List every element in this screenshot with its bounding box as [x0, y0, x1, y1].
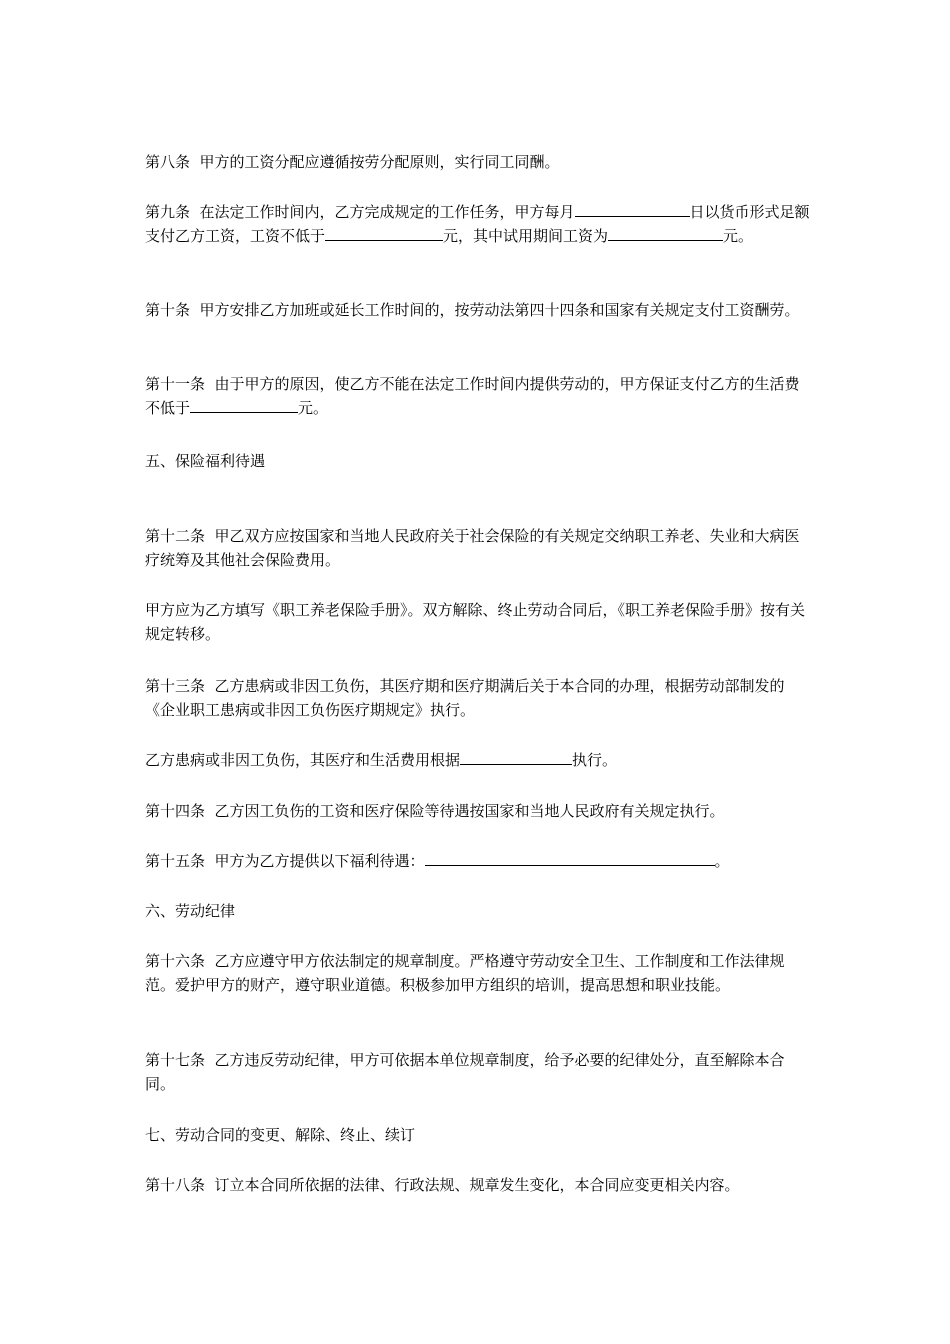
paragraph-text: 第十五条 甲方为乙方提供以下福利待遇： — [145, 852, 425, 870]
paragraph-text: 第十条 甲方安排乙方加班或延长工作时间的，按劳动法第四十四条和国家有关规定支付工资酬劳。 — [145, 301, 800, 319]
fill-in-blank[interactable] — [425, 849, 715, 866]
paragraph-text: 元。 — [723, 227, 754, 245]
paragraph-text: 第九条 在法定工作时间内，乙方完成规定的工作任务，甲方每月 — [145, 203, 575, 221]
fill-in-blank[interactable] — [460, 748, 572, 765]
paragraph-text: 元。 — [298, 399, 329, 417]
section-heading-discipline — [145, 899, 810, 923]
fill-in-blank[interactable] — [325, 224, 443, 241]
section-heading-insurance — [145, 449, 810, 473]
paragraph-article-11 — [145, 372, 810, 420]
paragraph-article-16 — [145, 949, 810, 997]
paragraph-text: 第十六条 乙方应遵守甲方依法制定的规章制度。严格遵守劳动安全卫生、工作制度和工作法律规范。爱护甲方的财产，遵守职业道德。积极参加甲方组织的培训，提高思想和职业技能。 — [145, 952, 785, 994]
paragraph-sick-cost — [145, 748, 810, 772]
paragraph-article-12 — [145, 524, 810, 572]
section-heading-contract-change — [145, 1123, 810, 1147]
fill-in-blank[interactable] — [608, 224, 698, 241]
paragraph-article-14 — [145, 799, 810, 823]
paragraph-article-17 — [145, 1048, 810, 1096]
paragraph-article-9 — [145, 200, 810, 248]
paragraph-pension-manual — [145, 598, 810, 646]
paragraph-text: 第十一条 由于甲方的原因，使乙方不能在法定工作时间内提供劳动的，甲方保证支付乙方的生活费不低于 — [145, 375, 800, 417]
paragraph-text: 第十八条 订立本合同所依据的法律、行政法规、规章发生变化，本合同应变更相关内容。 — [145, 1176, 740, 1194]
paragraph-text: 第十七条 乙方违反劳动纪律，甲方可依据本单位规章制度，给予必要的纪律处分，直至解除本合同。 — [145, 1051, 785, 1093]
fill-in-blank[interactable] — [575, 200, 690, 217]
paragraph-text: 第十二条 甲乙双方应按国家和当地人民政府关于社会保险的有关规定交纳职工养老、失业和大病医疗统筹及其他社会保险费用。 — [145, 527, 800, 569]
paragraph-article-13 — [145, 674, 810, 722]
fill-in-blank[interactable] — [698, 224, 723, 241]
paragraph-text: 元，其中试用期间工资为 — [443, 227, 609, 245]
paragraph-text: 执行。 — [572, 751, 618, 769]
paragraph-article-10 — [145, 298, 810, 322]
paragraph-article-15 — [145, 849, 810, 873]
paragraph-text: 第十四条 乙方因工负伤的工资和医疗保险等待遇按国家和当地人民政府有关规定执行。 — [145, 802, 725, 820]
paragraph-text: 六、劳动纪律 — [145, 902, 236, 920]
paragraph-text: 第十三条 乙方患病或非因工负伤，其医疗期和医疗期满后关于本合同的办理，根据劳动部制发的《企业职工患病或非因工负伤医疗期规定》执行。 — [145, 677, 785, 719]
paragraph-text: 甲方应为乙方填写《职工养老保险手册》。双方解除、终止劳动合同后，《职工养老保险手册》按有关规定转移。 — [145, 601, 806, 643]
paragraph-text: 五、保险福利待遇 — [145, 452, 266, 470]
paragraph-text: 。 — [714, 852, 730, 870]
paragraph-text: 七、劳动合同的变更、解除、终止、续订 — [145, 1126, 416, 1144]
paragraph-article-18 — [145, 1173, 810, 1197]
paragraph-article-8 — [145, 150, 810, 174]
paragraph-text: 日以货币形式足额支付乙方工资，工资不低于 — [145, 203, 810, 245]
fill-in-blank[interactable] — [190, 396, 298, 413]
document-page — [145, 0, 810, 1344]
paragraph-text: 乙方患病或非因工负伤，其医疗和生活费用根据 — [145, 751, 461, 769]
paragraph-text: 第八条 甲方的工资分配应遵循按劳分配原则，实行同工同酬。 — [145, 153, 560, 171]
